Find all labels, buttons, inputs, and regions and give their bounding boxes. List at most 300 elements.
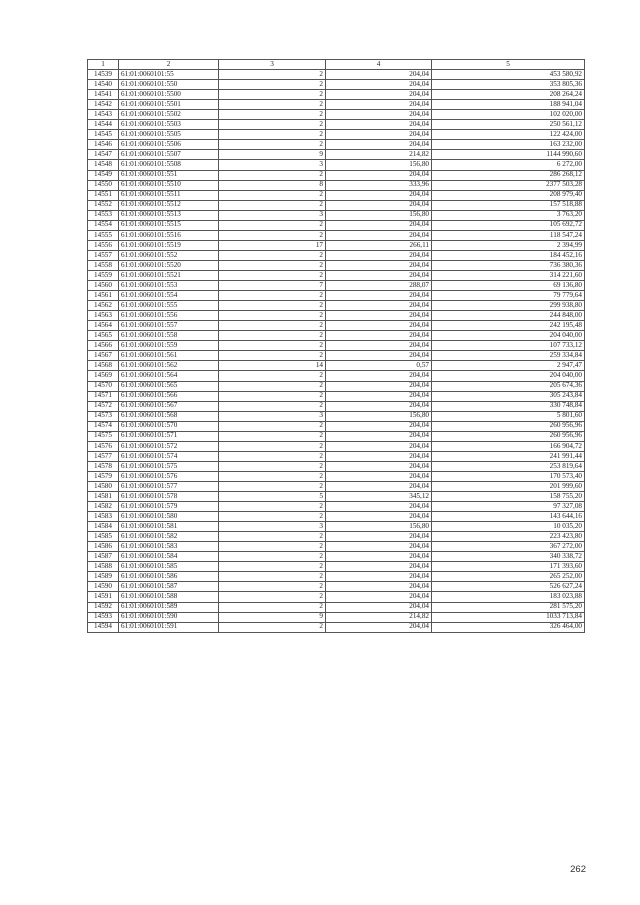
table-row [88, 301, 585, 311]
table-row [88, 70, 585, 80]
cadastral-number-cell: 61:01:0060101:5505 [119, 130, 219, 140]
row-number-cell: 14593 [88, 612, 119, 622]
count-cell: 2 [219, 351, 326, 361]
value-cell: 453 580,92 [432, 70, 585, 80]
count-cell: 2 [219, 461, 326, 471]
value-cell: 204 040,00 [432, 331, 585, 341]
count-cell: 14 [219, 361, 326, 371]
count-cell: 2 [219, 371, 326, 381]
row-number-cell: 14578 [88, 461, 119, 471]
table-row [88, 532, 585, 542]
value-cell: 157 518,88 [432, 200, 585, 210]
value-cell: 260 956,96 [432, 421, 585, 431]
row-number-cell: 14543 [88, 110, 119, 120]
count-cell: 3 [219, 160, 326, 170]
data-table [87, 59, 585, 633]
table-body [88, 70, 585, 633]
count-cell: 7 [219, 281, 326, 291]
row-number-cell: 14581 [88, 492, 119, 502]
table-row [88, 190, 585, 200]
cadastral-number-cell: 61:01:0060101:580 [119, 512, 219, 522]
cadastral-number-cell: 61:01:0060101:550 [119, 80, 219, 90]
table-row [88, 371, 585, 381]
table-row [88, 250, 585, 260]
value-cell: 79 779,64 [432, 291, 585, 301]
cadastral-number-cell: 61:01:0060101:5500 [119, 90, 219, 100]
cadastral-number-cell: 61:01:0060101:577 [119, 481, 219, 491]
area-cell: 204,04 [326, 190, 432, 200]
cadastral-number-cell: 61:01:0060101:556 [119, 311, 219, 321]
value-cell: 2 947,47 [432, 361, 585, 371]
row-number-cell: 14558 [88, 260, 119, 270]
table-row [88, 230, 585, 240]
table-row [88, 331, 585, 341]
row-number-cell: 14587 [88, 552, 119, 562]
count-cell: 2 [219, 70, 326, 80]
area-cell: 204,04 [326, 471, 432, 481]
area-cell: 204,04 [326, 552, 432, 562]
table-row [88, 130, 585, 140]
cadastral-number-cell: 61:01:0060101:584 [119, 552, 219, 562]
table-row [88, 492, 585, 502]
area-cell: 204,04 [326, 200, 432, 210]
table-row [88, 160, 585, 170]
area-cell: 204,04 [326, 250, 432, 260]
area-cell: 333,96 [326, 180, 432, 190]
value-cell: 183 023,88 [432, 592, 585, 602]
value-cell: 260 956,96 [432, 431, 585, 441]
area-cell: 204,04 [326, 270, 432, 280]
area-cell: 204,04 [326, 562, 432, 572]
area-cell: 204,04 [326, 592, 432, 602]
area-cell: 204,04 [326, 90, 432, 100]
count-cell: 2 [219, 542, 326, 552]
table-row [88, 592, 585, 602]
area-cell: 204,04 [326, 321, 432, 331]
count-cell: 2 [219, 110, 326, 120]
cadastral-number-cell: 61:01:0060101:5520 [119, 260, 219, 270]
table-row [88, 582, 585, 592]
area-cell: 204,04 [326, 311, 432, 321]
area-cell: 204,04 [326, 532, 432, 542]
cadastral-number-cell: 61:01:0060101:5508 [119, 160, 219, 170]
cadastral-number-cell: 61:01:0060101:5503 [119, 120, 219, 130]
cadastral-number-cell: 61:01:0060101:562 [119, 361, 219, 371]
header-cell-col-5: 5 [432, 60, 585, 70]
value-cell: 1144 990,60 [432, 150, 585, 160]
cadastral-number-cell: 61:01:0060101:5515 [119, 220, 219, 230]
row-number-cell: 14567 [88, 351, 119, 361]
row-number-cell: 14542 [88, 100, 119, 110]
count-cell: 2 [219, 311, 326, 321]
area-cell: 204,04 [326, 130, 432, 140]
row-number-cell: 14571 [88, 391, 119, 401]
row-number-cell: 14552 [88, 200, 119, 210]
count-cell: 3 [219, 411, 326, 421]
row-number-cell: 14545 [88, 130, 119, 140]
value-cell: 163 232,00 [432, 140, 585, 150]
count-cell: 2 [219, 270, 326, 280]
value-cell: 265 252,00 [432, 572, 585, 582]
table-row [88, 210, 585, 220]
value-cell: 244 848,00 [432, 311, 585, 321]
value-cell: 97 327,08 [432, 502, 585, 512]
area-cell: 204,04 [326, 401, 432, 411]
count-cell: 2 [219, 220, 326, 230]
cadastral-number-cell: 61:01:0060101:5511 [119, 190, 219, 200]
count-cell: 2 [219, 381, 326, 391]
value-cell: 204 040,00 [432, 371, 585, 381]
row-number-cell: 14553 [88, 210, 119, 220]
cadastral-number-cell: 61:01:0060101:566 [119, 391, 219, 401]
row-number-cell: 14575 [88, 431, 119, 441]
count-cell: 2 [219, 592, 326, 602]
table-row [88, 461, 585, 471]
table-row [88, 421, 585, 431]
count-cell: 2 [219, 502, 326, 512]
table-row [88, 140, 585, 150]
cadastral-number-cell: 61:01:0060101:586 [119, 572, 219, 582]
table-row [88, 572, 585, 582]
value-cell: 171 393,60 [432, 562, 585, 572]
value-cell: 143 644,16 [432, 512, 585, 522]
value-cell: 188 941,04 [432, 100, 585, 110]
count-cell: 2 [219, 301, 326, 311]
count-cell: 2 [219, 562, 326, 572]
area-cell: 204,04 [326, 542, 432, 552]
row-number-cell: 14574 [88, 421, 119, 431]
count-cell: 2 [219, 291, 326, 301]
row-number-cell: 14576 [88, 441, 119, 451]
value-cell: 205 674,36 [432, 381, 585, 391]
count-cell: 2 [219, 80, 326, 90]
value-cell: 340 338,72 [432, 552, 585, 562]
value-cell: 184 452,16 [432, 250, 585, 260]
area-cell: 204,04 [326, 461, 432, 471]
count-cell: 8 [219, 180, 326, 190]
count-cell: 9 [219, 150, 326, 160]
table-row [88, 351, 585, 361]
row-number-cell: 14586 [88, 542, 119, 552]
count-cell: 3 [219, 522, 326, 532]
count-cell: 2 [219, 100, 326, 110]
table-row [88, 381, 585, 391]
row-number-cell: 14540 [88, 80, 119, 90]
area-cell: 214,82 [326, 612, 432, 622]
area-cell: 204,04 [326, 351, 432, 361]
cadastral-number-cell: 61:01:0060101:5510 [119, 180, 219, 190]
cadastral-number-cell: 61:01:0060101:5501 [119, 100, 219, 110]
count-cell: 2 [219, 532, 326, 542]
row-number-cell: 14546 [88, 140, 119, 150]
count-cell: 2 [219, 321, 326, 331]
value-cell: 330 748,84 [432, 401, 585, 411]
table-row [88, 512, 585, 522]
count-cell: 2 [219, 451, 326, 461]
area-cell: 204,04 [326, 110, 432, 120]
value-cell: 208 264,24 [432, 90, 585, 100]
value-cell: 5 801,60 [432, 411, 585, 421]
row-number-cell: 14554 [88, 220, 119, 230]
table-row [88, 552, 585, 562]
row-number-cell: 14580 [88, 481, 119, 491]
table-row [88, 622, 585, 632]
value-cell: 241 991,44 [432, 451, 585, 461]
area-cell: 204,04 [326, 502, 432, 512]
cadastral-number-cell: 61:01:0060101:5506 [119, 140, 219, 150]
value-cell: 102 020,00 [432, 110, 585, 120]
count-cell: 3 [219, 210, 326, 220]
value-cell: 367 272,00 [432, 542, 585, 552]
area-cell: 204,04 [326, 70, 432, 80]
value-cell: 107 733,12 [432, 341, 585, 351]
row-number-cell: 14582 [88, 502, 119, 512]
count-cell: 2 [219, 130, 326, 140]
count-cell: 2 [219, 250, 326, 260]
row-number-cell: 14565 [88, 331, 119, 341]
area-cell: 204,04 [326, 481, 432, 491]
area-cell: 266,11 [326, 240, 432, 250]
cadastral-number-cell: 61:01:0060101:576 [119, 471, 219, 481]
row-number-cell: 14564 [88, 321, 119, 331]
area-cell: 204,04 [326, 331, 432, 341]
area-cell: 288,07 [326, 281, 432, 291]
row-number-cell: 14544 [88, 120, 119, 130]
cadastral-number-cell: 61:01:0060101:5513 [119, 210, 219, 220]
table-row [88, 612, 585, 622]
area-cell: 204,04 [326, 301, 432, 311]
count-cell: 5 [219, 492, 326, 502]
row-number-cell: 14585 [88, 532, 119, 542]
value-cell: 526 627,24 [432, 582, 585, 592]
value-cell: 10 035,20 [432, 522, 585, 532]
table-row [88, 411, 585, 421]
table-row [88, 200, 585, 210]
area-cell: 204,04 [326, 381, 432, 391]
value-cell: 242 195,48 [432, 321, 585, 331]
value-cell: 201 999,60 [432, 481, 585, 491]
area-cell: 204,04 [326, 582, 432, 592]
area-cell: 204,04 [326, 451, 432, 461]
area-cell: 156,80 [326, 411, 432, 421]
cadastral-number-cell: 61:01:0060101:583 [119, 542, 219, 552]
area-cell: 204,04 [326, 512, 432, 522]
count-cell: 2 [219, 572, 326, 582]
row-number-cell: 14563 [88, 311, 119, 321]
cadastral-number-cell: 61:01:0060101:570 [119, 421, 219, 431]
area-cell: 156,80 [326, 210, 432, 220]
value-cell: 105 692,72 [432, 220, 585, 230]
area-cell: 204,04 [326, 421, 432, 431]
cadastral-number-cell: 61:01:0060101:553 [119, 281, 219, 291]
value-cell: 305 243,84 [432, 391, 585, 401]
area-cell: 204,04 [326, 602, 432, 612]
value-cell: 314 221,60 [432, 270, 585, 280]
table-row [88, 502, 585, 512]
table-row [88, 281, 585, 291]
page-number: 262 [570, 864, 586, 875]
cadastral-number-cell: 61:01:0060101:591 [119, 622, 219, 632]
area-cell: 204,04 [326, 431, 432, 441]
row-number-cell: 14548 [88, 160, 119, 170]
count-cell: 2 [219, 481, 326, 491]
cadastral-number-cell: 61:01:0060101:5502 [119, 110, 219, 120]
count-cell: 2 [219, 260, 326, 270]
cadastral-number-cell: 61:01:0060101:5507 [119, 150, 219, 160]
cadastral-number-cell: 61:01:0060101:589 [119, 602, 219, 612]
row-number-cell: 14566 [88, 341, 119, 351]
table-row [88, 180, 585, 190]
cadastral-number-cell: 61:01:0060101:559 [119, 341, 219, 351]
cadastral-number-cell: 61:01:0060101:552 [119, 250, 219, 260]
count-cell: 2 [219, 512, 326, 522]
count-cell: 2 [219, 471, 326, 481]
count-cell: 2 [219, 230, 326, 240]
count-cell: 2 [219, 341, 326, 351]
value-cell: 299 938,80 [432, 301, 585, 311]
row-number-cell: 14561 [88, 291, 119, 301]
row-number-cell: 14591 [88, 592, 119, 602]
count-cell: 9 [219, 612, 326, 622]
cadastral-number-cell: 61:01:0060101:582 [119, 532, 219, 542]
area-cell: 204,04 [326, 291, 432, 301]
area-cell: 204,04 [326, 441, 432, 451]
value-cell: 122 424,00 [432, 130, 585, 140]
cadastral-number-cell: 61:01:0060101:564 [119, 371, 219, 381]
table-row [88, 110, 585, 120]
row-number-cell: 14590 [88, 582, 119, 592]
value-cell: 250 561,12 [432, 120, 585, 130]
area-cell: 204,04 [326, 341, 432, 351]
row-number-cell: 14557 [88, 250, 119, 260]
table-row [88, 90, 585, 100]
area-cell: 204,04 [326, 572, 432, 582]
value-cell: 1033 713,84 [432, 612, 585, 622]
cadastral-number-cell: 61:01:0060101:558 [119, 331, 219, 341]
cadastral-number-cell: 61:01:0060101:55 [119, 70, 219, 80]
table-row [88, 80, 585, 90]
table-row [88, 341, 585, 351]
count-cell: 2 [219, 140, 326, 150]
table-row [88, 260, 585, 270]
value-cell: 2377 503,28 [432, 180, 585, 190]
row-number-cell: 14577 [88, 451, 119, 461]
cadastral-number-cell: 61:01:0060101:575 [119, 461, 219, 471]
header-cell-col-4: 4 [326, 60, 432, 70]
count-cell: 2 [219, 200, 326, 210]
value-cell: 158 755,20 [432, 492, 585, 502]
area-cell: 345,12 [326, 492, 432, 502]
cadastral-number-cell: 61:01:0060101:587 [119, 582, 219, 592]
value-cell: 326 464,00 [432, 622, 585, 632]
row-number-cell: 14549 [88, 170, 119, 180]
value-cell: 3 763,20 [432, 210, 585, 220]
table-row [88, 441, 585, 451]
value-cell: 170 573,40 [432, 471, 585, 481]
table-row [88, 431, 585, 441]
table-row [88, 602, 585, 612]
value-cell: 281 575,20 [432, 602, 585, 612]
count-cell: 2 [219, 401, 326, 411]
cadastral-number-cell: 61:01:0060101:590 [119, 612, 219, 622]
value-cell: 118 547,24 [432, 230, 585, 240]
value-cell: 286 268,12 [432, 170, 585, 180]
header-cell-col-1: 1 [88, 60, 119, 70]
area-cell: 204,04 [326, 120, 432, 130]
cadastral-number-cell: 61:01:0060101:5519 [119, 240, 219, 250]
count-cell: 2 [219, 190, 326, 200]
cadastral-number-cell: 61:01:0060101:578 [119, 492, 219, 502]
cadastral-number-cell: 61:01:0060101:588 [119, 592, 219, 602]
cadastral-number-cell: 61:01:0060101:5512 [119, 200, 219, 210]
row-number-cell: 14588 [88, 562, 119, 572]
row-number-cell: 14573 [88, 411, 119, 421]
table-row [88, 471, 585, 481]
row-number-cell: 14572 [88, 401, 119, 411]
table-row [88, 481, 585, 491]
row-number-cell: 14570 [88, 381, 119, 391]
cadastral-number-cell: 61:01:0060101:581 [119, 522, 219, 532]
area-cell: 204,04 [326, 371, 432, 381]
area-cell: 204,04 [326, 80, 432, 90]
cadastral-number-cell: 61:01:0060101:571 [119, 431, 219, 441]
table-row [88, 361, 585, 371]
header-cell-col-3: 3 [219, 60, 326, 70]
value-cell: 2 394,99 [432, 240, 585, 250]
cadastral-number-cell: 61:01:0060101:574 [119, 451, 219, 461]
cadastral-number-cell: 61:01:0060101:565 [119, 381, 219, 391]
cadastral-number-cell: 61:01:0060101:572 [119, 441, 219, 451]
cadastral-number-cell: 61:01:0060101:555 [119, 301, 219, 311]
area-cell: 214,82 [326, 150, 432, 160]
row-number-cell: 14579 [88, 471, 119, 481]
table-row [88, 542, 585, 552]
count-cell: 2 [219, 331, 326, 341]
count-cell: 2 [219, 582, 326, 592]
cadastral-number-cell: 61:01:0060101:554 [119, 291, 219, 301]
area-cell: 204,04 [326, 391, 432, 401]
cadastral-number-cell: 61:01:0060101:567 [119, 401, 219, 411]
cadastral-number-cell: 61:01:0060101:561 [119, 351, 219, 361]
count-cell: 2 [219, 602, 326, 612]
row-number-cell: 14551 [88, 190, 119, 200]
row-number-cell: 14584 [88, 522, 119, 532]
table-row [88, 100, 585, 110]
count-cell: 17 [219, 240, 326, 250]
table-row [88, 311, 585, 321]
value-cell: 259 334,84 [432, 351, 585, 361]
value-cell: 69 136,80 [432, 281, 585, 291]
count-cell: 2 [219, 120, 326, 130]
value-cell: 166 904,72 [432, 441, 585, 451]
table-row [88, 240, 585, 250]
area-cell: 204,04 [326, 100, 432, 110]
row-number-cell: 14556 [88, 240, 119, 250]
count-cell: 2 [219, 170, 326, 180]
table-row [88, 270, 585, 280]
row-number-cell: 14594 [88, 622, 119, 632]
value-cell: 353 805,36 [432, 80, 585, 90]
cadastral-number-cell: 61:01:0060101:551 [119, 170, 219, 180]
table-row [88, 291, 585, 301]
table-row [88, 220, 585, 230]
area-cell: 204,04 [326, 140, 432, 150]
table-header [88, 60, 585, 70]
count-cell: 2 [219, 431, 326, 441]
row-number-cell: 14592 [88, 602, 119, 612]
area-cell: 204,04 [326, 622, 432, 632]
table-row [88, 170, 585, 180]
